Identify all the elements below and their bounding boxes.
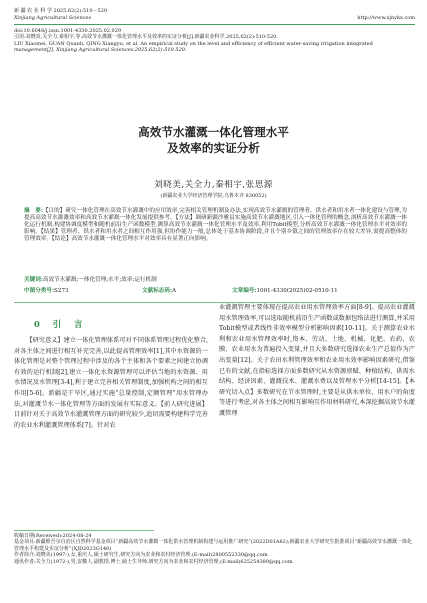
journal-header-en: Xinjiang Agricultural Sciences [14,15,92,21]
citation-en-line1: LIU Xiaomei, GUAN Quanli, QING Xiangyu, et al. An empirical study on the level and efficiency of efficient water-saving irrigation integrated [14,40,373,47]
keywords-label: 关键词: [24,277,43,283]
affiliation: (新疆农业大学经济管理学院,乌鲁木齐 830052) [160,193,267,199]
code-label: 文献标志码: [142,288,173,294]
clc-value: S273 [54,288,69,294]
article-title [0,124,427,156]
left-column [14,336,208,431]
journal-header-cn: 新 疆 农 业 科 学 2025,62(2):510－520 [14,8,108,14]
journal-website-link[interactable]: http://www.xjnykx.com [357,15,415,21]
doi-line[interactable]: doi:10.6048/j.issn.1001-4330.2025.02.029 [14,28,122,34]
section-number: 0 [34,319,45,329]
citation-block [14,28,414,54]
abstract-label: 摘 要: [24,208,43,214]
section-heading [34,318,87,330]
title-line-2: 及效率的实证分析 [167,141,260,155]
keywords-text: 高效节水灌溉;一体化管理;水平;效率;运行机制 [42,277,157,283]
left-paragraph: 【研究意义】建立一体化管理体系可对不同体系管理过程优化整合,对各主体之间进行相互补充完善,以此提高管理效率[1],其中水资源的一体化管理是对整个管理过程中涉及的各个主体和各个要素之间建立协调有效的运行机制[2],建立一体化水资源管理可以评估当地的水资源、用水情况及水管理[3-4],利于建立完善相关管理制度,加强机构之间的相互作用[5-6]。新疆是干旱区,通过实施“总量控制,定额管理”用水管理办法,对灌溉节水一体化管理等方面的发展有实际意义。【前人研究进展】目前针对关于高效节水灌溉管理方面的研究较少,追切需要构建科学完善的农业水利灌溉管理体系[7]。针对农 [14,337,208,429]
footnote-fund: 基金项目:新疆维吾尔自治区自然科学基金项目“新疆高效节水灌溉一体化供水管理机制构建与运用推广研究”(2022D01A82);新疆农业大学研究生批准项目“新疆高效节水灌溉一体化管理水平构建及实证分析”(XJD2023G140) [14,539,413,552]
article-id-label: 文章编号: [232,288,257,294]
keywords [24,277,157,284]
title-line-1: 高效节水灌溉一体化管理水平 [138,125,289,139]
section-title: 引 言 [52,319,88,329]
citation-cn: 引用:刘晓炎,关全力,秦相宇,等.高效节水灌溉一体化管理水平及效率的实证分析[J].新疆农业科学,2025,62(2):510-520. [14,34,278,41]
right-paragraph: 业灌溉管理主要体现在提高农业用水管理效率方面[8-9]。提高农业灌溉用水管理效率,可以选取随机前沿生产函数或数据包络法进行测算,并采用Tobit模型或者线性非效率模型分析影响因素[10-11]。关于测算农业水利和农业用水管理效率时,资本、劳动、土地、机械、化肥、农药、农膜、农业用水为普遍投入变量,并且大多数研究选择农业生产总值作为产出变量[12]。关于农田水利管理效率和农业用水效率影响因素研究,借鉴已有的文献,在指标选择方面多数研究从水资源禀赋、种植结构、供需水结构、经济因素、灌溉技术、灌溉水费以及管理水平分析[14-15]。【本研究切入点】多数研究在节水管理时,主要是从供水单位、用水户的角度等进行考虑,对各主体之间相互影响互作用材料研究,本深挖掘高效节水灌溉管理 [219,304,415,417]
right-column [219,303,415,420]
code-value: A [172,288,177,294]
footnote-corresponding: 通讯作者:关全力(1972-),男,安徽人,副教授,博士,硕士生导师,研究方向为农业和农村经济管理,(E-mail)625254380@qq.com [14,558,293,565]
authors: 刘晓美,关全力,秦相宇,张思源 [154,180,273,190]
footnote-author: 作者简介:刘晓美(1997-),女,重庆人,硕士研究生,研究方向为农业和农村经济管理,(E-mail)2800552330@qq.com [14,552,268,559]
classification-line [24,288,407,295]
footnotes [14,533,415,565]
header-rule [14,24,415,25]
article-id-value: 1001-4330(2025)02-0510-11 [256,288,338,294]
citation-en-line2: management[J]. Xinjiang Agricultural Sciences,2025,62(2):510-520. [14,47,187,54]
abstract [24,208,407,243]
clc-label: 中图分类号: [24,288,55,294]
footnote-rule [14,530,154,531]
footnote-received: 收稿日期(Received):2024-08-24 [14,533,92,539]
abstract-text: 【目的】研究一体化管理在高效节水灌溉中的应用效率,完善相关管理机制及办法,实现高效节水灌溉的管理者、供水者和用水者一体化建设与管理,为提高高效节水灌溉效率和高效节水灌溉一体化发展提供参考。【方法】调研新疆沙雅县实施高效节水灌溉地区,引入一体化管理的概念,剖析高效节水灌溉一体化运行机制,构建协调度模型和随机前沿生产函数模型,测算高效节水灌溉一体化管理水平及效率,利用Tobit模型,分析高效节水灌溉一体化管理水平对效率的影响。【结果】管理者、供水者和用水者之间相互作用强,但协作能力一般,总体处于基本协调阶段,并且个别乡镇之间的管理效率存在较大差异,需提高整体的管理效率。【结论】高效节水灌溉一体化管理水平对效率具有显著正向影响。 [24,208,407,242]
